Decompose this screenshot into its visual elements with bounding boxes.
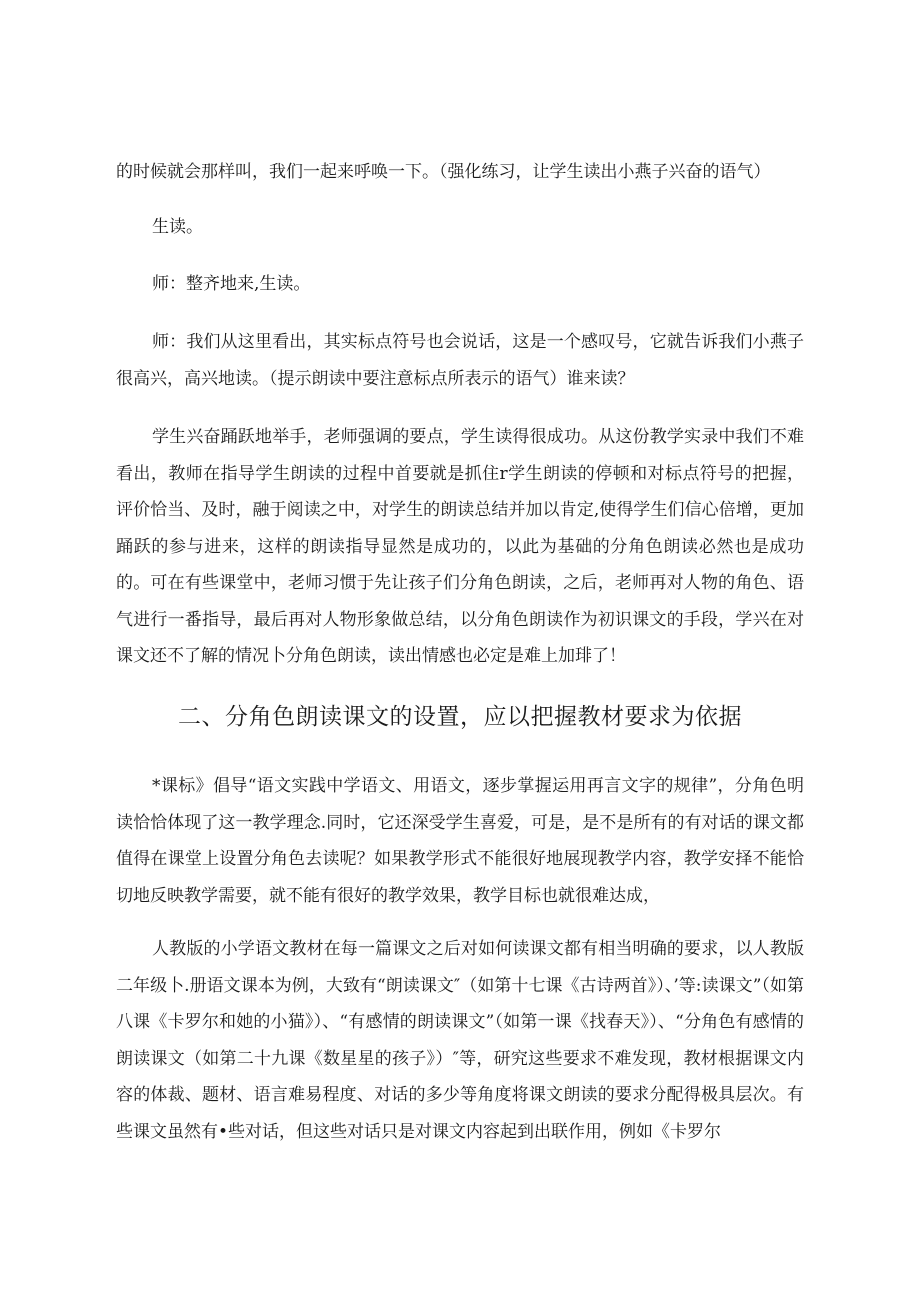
paragraph-teacher-instruction: 师：整齐地来,生读。 — [152, 274, 311, 294]
paragraph-punctuation-note: 师：我们从这里看出，其实标点符号也会说话，这是一个感叹号，它就告诉我们小燕子很高兴，高兴地读。（提示朗读中要注意标点所表示的语气）谁来读？ — [116, 332, 804, 389]
paragraph-student-reads: 生读。 — [152, 217, 203, 237]
paragraph-continuation: 的时候就会那样叫，我们一起来呼唤一下。（强化练习，让学生读出小燕子兴奋的语气） — [116, 162, 771, 182]
paragraph-textbook-requirements: 人教版的小学语文教材在每一篇课文之后对如何读课文都有相当明确的要求，以人教版二年级卜.册语文课本为例，大致有“朗读课文″（如第十七课《古诗两首》）、’等:读课文”（如第八课《卡罗尔和她的小猫》）、“有感情的朗读课文”（如第一课《找春天》）、“分角色有感情的朗读课文（如第二十九课《数星星的孩子》）″等，研究这些要求不难发现，教材根据课文内容的体裁、题材、语言难易程度、对话的多少等角度将课文朗读的要求分配得极具层次。有些课文虽然有•些对话，但这些对话只是对课文内容起到出联作用，例如《卡罗尔 — [116, 939, 804, 1142]
section-heading: 二、分角色朗读课文的设置，应以把握教材要求为依据 — [178, 704, 742, 730]
paragraph-curriculum-standard: *课标》倡导“语文实践中学语文、用语文，逐步掌握运用再言文字的规律”，分角色明读恰恰体现了这一教学理念.同时，它还深受学生喜爱，可是，是不是所有的有对话的课文都值得在课堂上设置分角色去读呢？如果教学形式不能很好地展现教学内容，教学安择不能恰切地反映教学需要，就不能有很好的教学效果，教学目标也就很难达成， — [116, 776, 804, 906]
paragraph-analysis: 学生兴奋踊跃地举手，老师强调的要点，学生读得很成功。从这份教学实录中我们不难看出，教师在指导学生朗读的过程中首要就是抓住r学生朗读的停顿和对标点符号的把握，评价恰当、及时，融于阅读之中，对学生的朗读总结并加以肯定,使得学生们信心倍增，更加踊跃的参与进来，这样的朗读指导显然是成功的，以此为基础的分角色朗读必然也是成功的。可在有些课堂中，老师习惯于先让孩子们分角色朗读，之后，老师再对人物的角色、语气进行一番指导，最后再对人物形象做总结，以分角色朗读作为初识课文的手段，学兴在对课文还不了解的情况卜分角色朗读，读出情感也必定是难上加琲了！ — [116, 427, 804, 666]
